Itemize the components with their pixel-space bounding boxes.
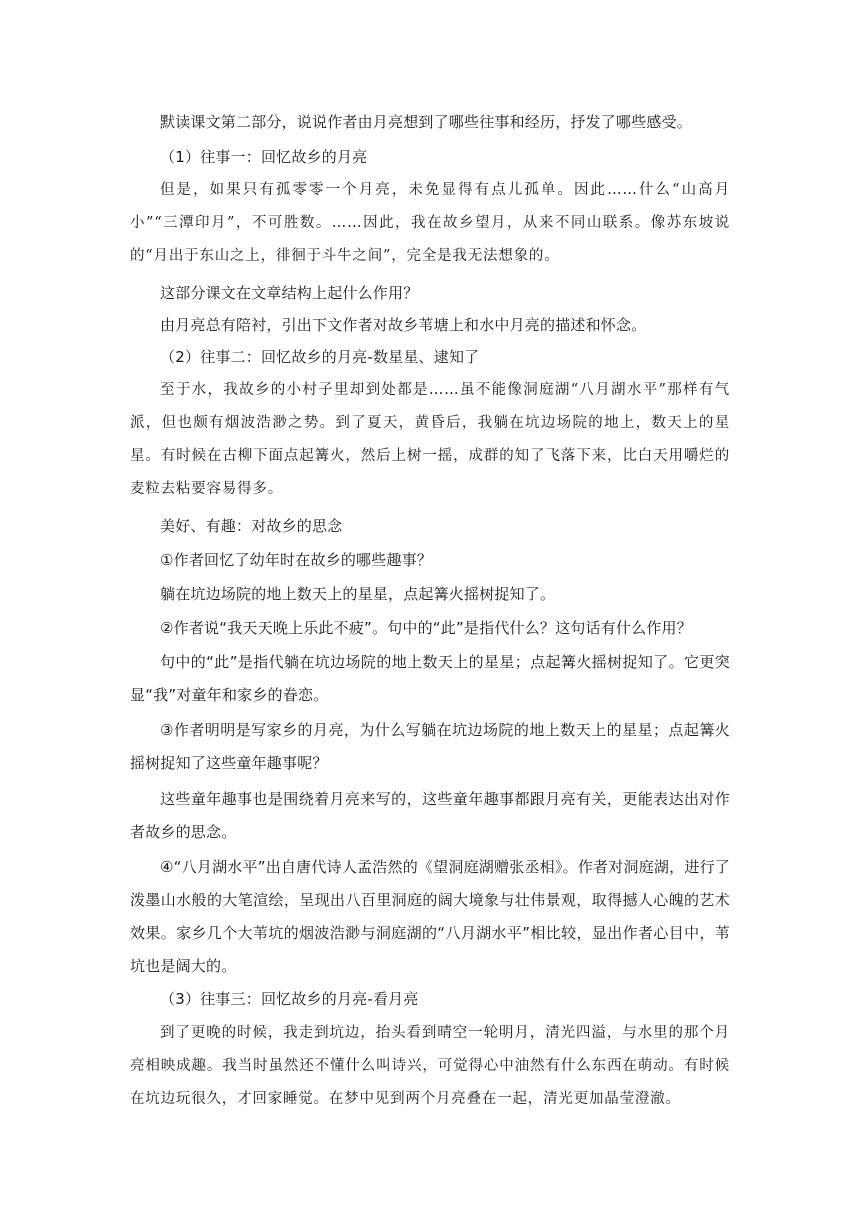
answer-structure: 由月亮总有陪衬，引出下文作者对故乡苇塘上和水中月亮的描述和怀念。: [160, 316, 647, 334]
excerpt-3: 到了更晚的时候，我走到坑边，抬头看到晴空一轮明月，清光四溢，与水里的那个月亮相映成趣。我当时虽然还不懂什么叫诗兴，可觉得心中油然有什么东西在萌动。有时候在坑边玩很久，才回家睡觉。在梦中见到两个月亮叠在一起，清光更加晶莹澄澈。: [130, 1025, 730, 1107]
question-structure: 这部分课文在文章结构上起什么作用？: [160, 284, 419, 302]
answer-2: 句中的“此”是指代躺在坑边场院的地上数天上的星星；点起篝火摇树捉知了。它更突显“我”对童年和家乡的眷恋。: [130, 653, 730, 704]
question-1: ①作者回忆了幼年时在故乡的哪些趣事？: [160, 551, 433, 569]
excerpt-1: 但是，如果只有孤零零一个月亮，未免显得有点儿孤单。因此……什么“山高月小”“三潭印月”，不可胜数。……因此，我在故乡望月，从来不同山联系。像苏东坡说的“月出于东山之上，徘徊于斗牛之间”，完全是我无法想象的。: [130, 182, 730, 264]
section-heading-2: （2）往事二：回忆故乡的月亮-数星星、逮知了: [160, 348, 480, 366]
question-2: ②作者说“我天天晚上乐此不疲”。句中的“此”是指代什么？这句话有什么作用？: [160, 619, 692, 637]
answer-1: 躺在坑边场院的地上数天上的星星，点起篝火摇树捉知了。: [160, 585, 556, 603]
theme-line: 美好、有趣：对故乡的思念: [160, 517, 343, 535]
paragraph-instruction: 默读课文第二部分，说说作者由月亮想到了哪些往事和经历，抒发了哪些感受。: [160, 113, 693, 131]
excerpt-2: 至于水，我故乡的小村子里却到处都是……虽不能像洞庭湖“八月湖水平”那样有气派，但也颇有烟波浩渺之势。到了夏天，黄昏后，我躺在坑边场院的地上，数天上的星星。有时候在古柳下面点起篝火，然后上树一摇，成群的知了飞落下来，比白天用嚼烂的麦粒去粘要容易得多。: [130, 382, 730, 497]
section-heading-3: （3）往事三：回忆故乡的月亮-看月亮: [160, 990, 419, 1008]
question-3: ③作者明明是写家乡的月亮，为什么写躺在坑边场院的地上数天上的星星；点起篝火摇树捉知了这些童年趣事呢？: [130, 721, 730, 772]
section-heading-1: （1）往事一：回忆故乡的月亮: [160, 148, 368, 166]
note-4: ④“八月湖水平”出自唐代诗人孟浩然的《望洞庭湖赠张丞相》。作者对洞庭湖，进行了泼墨山水般的大笔渲绘，呈现出八百里洞庭的阔大境象与壮伟景观，取得撼人心魄的艺术效果。家乡几个大苇坑的烟波浩渺与洞庭湖的“八月湖水平”相比较，显出作者心目中，苇坑也是阔大的。: [130, 858, 730, 975]
answer-3: 这些童年趣事也是围绕着月亮来写的，这些童年趣事都跟月亮有关，更能表达出对作者故乡的思念。: [130, 790, 730, 841]
